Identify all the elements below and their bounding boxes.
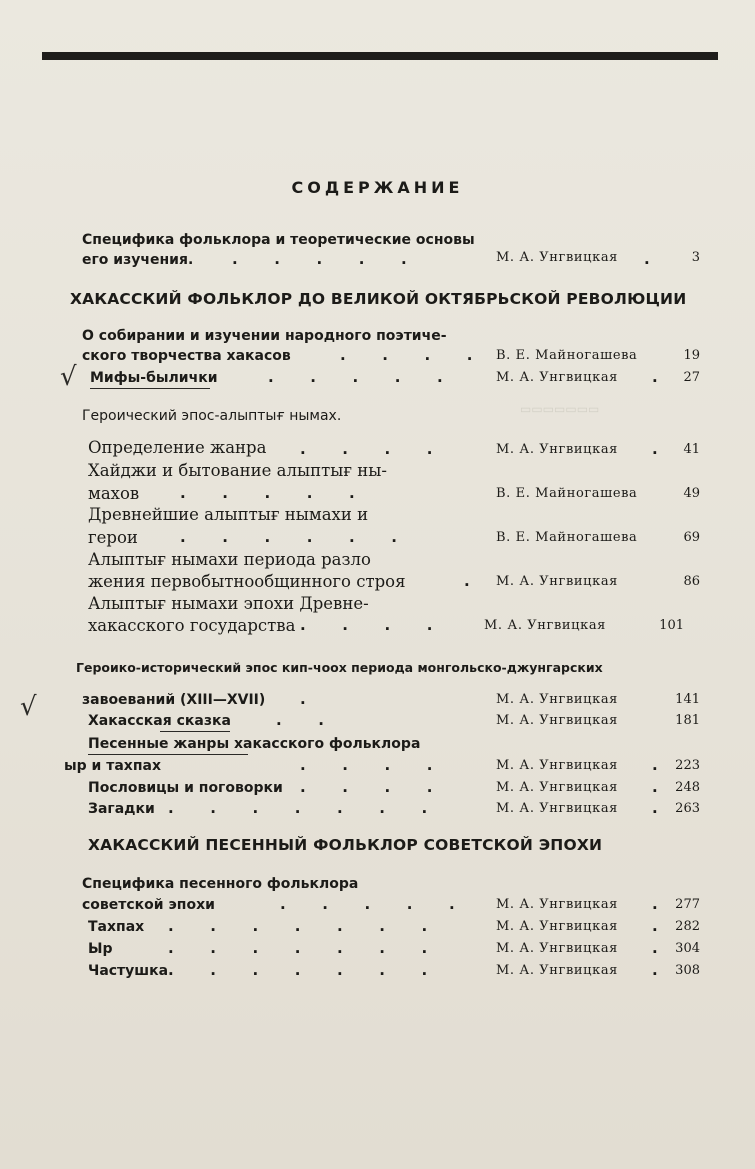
toc-entry-line1: Древнейшие алыптығ нымахи и [88, 505, 369, 524]
toc-entry-line1: Специфика песенного фольклора [82, 876, 359, 892]
leader-dots: . [652, 917, 658, 935]
pencil-underline [90, 388, 210, 389]
toc-author: М. А. Унгвицкая [496, 919, 618, 934]
leader-dots: . . . . . . [180, 528, 397, 546]
section-heading-pre-revolution: ХАКАССКИЙ ФОЛЬКЛОР ДО ВЕЛИКОЙ ОКТЯБРЬСКОЙ РЕВОЛЮЦИИ [70, 290, 687, 308]
toc-page-number: 223 [675, 758, 700, 773]
leader-dots: . . . . . . . [168, 961, 428, 979]
toc-author: М. А. Унгвицкая [484, 618, 606, 633]
show-through: ▭▭▭▭▭▭▭ [520, 402, 600, 416]
leader-dots: . . . . [300, 616, 433, 634]
toc-author: М. А. Унгвицкая [496, 897, 618, 912]
toc-page-number: 141 [675, 692, 700, 707]
toc-page-number: 19 [683, 348, 700, 363]
leader-dots: . [652, 756, 658, 774]
toc-entry-line2: ского творчества хакасов [82, 348, 291, 364]
leader-dots: . [652, 939, 658, 957]
toc-entry-line2: советской эпохи [82, 897, 215, 913]
page-title: СОДЕРЖАНИЕ [291, 178, 464, 197]
leader-dots: . . . . . [280, 895, 455, 913]
toc-page-number: 3 [691, 250, 700, 265]
toc-author: М. А. Унгвицкая [496, 370, 618, 385]
leader-dots: . [652, 961, 658, 979]
toc-entry-line1: Мифы-былички [90, 370, 218, 386]
leader-dots: . [652, 440, 658, 458]
leader-dots: . . . . [300, 440, 433, 458]
toc-author: В. Е. Майногашева [496, 486, 638, 501]
toc-entry-line2: ыр и тахпах [64, 758, 161, 774]
leader-dots: . . [276, 711, 324, 729]
toc-page-number: 248 [675, 780, 700, 795]
toc-entry-line1: Частушка [88, 963, 169, 979]
toc-author: М. А. Унгвицкая [496, 963, 618, 978]
toc-entry-line1: Определение жанра [88, 438, 267, 457]
toc-page-number: 86 [683, 574, 700, 589]
toc-author: М. А. Унгвицкая [496, 758, 618, 773]
toc-entry-line1: Тахпах [88, 919, 145, 935]
pencil-underline [160, 731, 230, 732]
toc-author: В. Е. Майногашева [496, 530, 638, 545]
toc-entry-line1: Ыр [88, 941, 113, 957]
toc-subheading-heroic-epic: Героический эпос-алыптығ нымах. [82, 408, 342, 424]
toc-entry-line2: жения первобытнообщинного строя [88, 572, 406, 591]
toc-page-number: 49 [683, 486, 700, 501]
toc-entry-line1: Алыптығ нымахи эпохи Древне- [88, 594, 369, 613]
toc-entry-intro-line2: его изучения. [82, 252, 194, 268]
leader-dots: . [464, 572, 470, 590]
toc-author: М. А. Унгвицкая [496, 692, 618, 707]
leader-dots: . [300, 690, 306, 708]
toc-page-number: 27 [683, 370, 700, 385]
pencil-check-mark: √ [60, 362, 77, 392]
toc-entry-intro-line1: Специфика фольклора и теоретические основы [82, 232, 475, 248]
toc-page-number: 282 [675, 919, 700, 934]
toc-author: В. Е. Майногашева [496, 348, 638, 363]
toc-entry-line1: Героико-исторический эпос кип-чоох периода монгольско-джунгарских [76, 660, 603, 675]
toc-author: М. А. Унгвицкая [496, 801, 618, 816]
toc-entry-line2: завоеваний (XIII—XVII) [82, 692, 266, 708]
toc-author: М. А. Унгвицкая [496, 574, 618, 589]
toc-page-number: 304 [675, 941, 700, 956]
leader-dots: . . . . . . . [168, 917, 428, 935]
leader-dots: . . . . [300, 756, 433, 774]
toc-page-number: 69 [683, 530, 700, 545]
top-rule [42, 52, 718, 60]
toc-entry-line2: хакасского государства [88, 616, 296, 635]
toc-page-number: 277 [675, 897, 700, 912]
leader-dots: . [652, 895, 658, 913]
toc-author: М. А. Унгвицкая [496, 941, 618, 956]
toc-page-number: 41 [683, 442, 700, 457]
toc-entry-line1: Песенные жанры хакасского фольклора [88, 736, 421, 752]
toc-entry-line1: Алыптығ нымахи периода разло [88, 550, 371, 569]
toc-author: М. А. Унгвицкая [496, 250, 618, 265]
pencil-check-mark: √ [20, 692, 37, 722]
toc-author: М. А. Унгвицкая [496, 780, 618, 795]
leader-dots: . . . . . [268, 368, 443, 386]
toc-entry-line1: Загадки [88, 801, 155, 817]
toc-author: М. А. Унгвицкая [496, 713, 618, 728]
leader-dots: . . . . [340, 346, 473, 364]
toc-entry-line1: О собирании и изучении народного поэтиче- [82, 328, 447, 344]
leader-dots: . . . . . [180, 484, 355, 502]
leader-dots: . . . . . . . [168, 939, 428, 957]
toc-page-number: 308 [675, 963, 700, 978]
toc-page-number: 101 [659, 618, 684, 633]
toc-entry-line1: Хакасская сказка [88, 713, 231, 729]
toc-entry-line1: Хайджи и бытование алыптығ ны- [88, 461, 387, 480]
leader-dots: . [652, 368, 658, 386]
leader-dots: . . . . [300, 778, 433, 796]
toc-author: М. А. Унгвицкая [496, 442, 618, 457]
toc-entry-line2: махов [88, 484, 140, 503]
leader-dots: . [652, 778, 658, 796]
toc-page-number: 181 [675, 713, 700, 728]
leader-dots: . [652, 799, 658, 817]
toc-page-number: 263 [675, 801, 700, 816]
toc-entry-line1: Пословицы и поговорки [88, 780, 283, 796]
section-heading-soviet: ХАКАССКИЙ ПЕСЕННЫЙ ФОЛЬКЛОР СОВЕТСКОЙ ЭПОХИ [88, 836, 603, 854]
toc-entry-line2: герои [88, 528, 138, 547]
leader-dots: . . . . . [232, 250, 407, 268]
leader-dots: . [644, 250, 650, 268]
leader-dots: . . . . . . . [168, 799, 428, 817]
pencil-underline [88, 754, 248, 755]
